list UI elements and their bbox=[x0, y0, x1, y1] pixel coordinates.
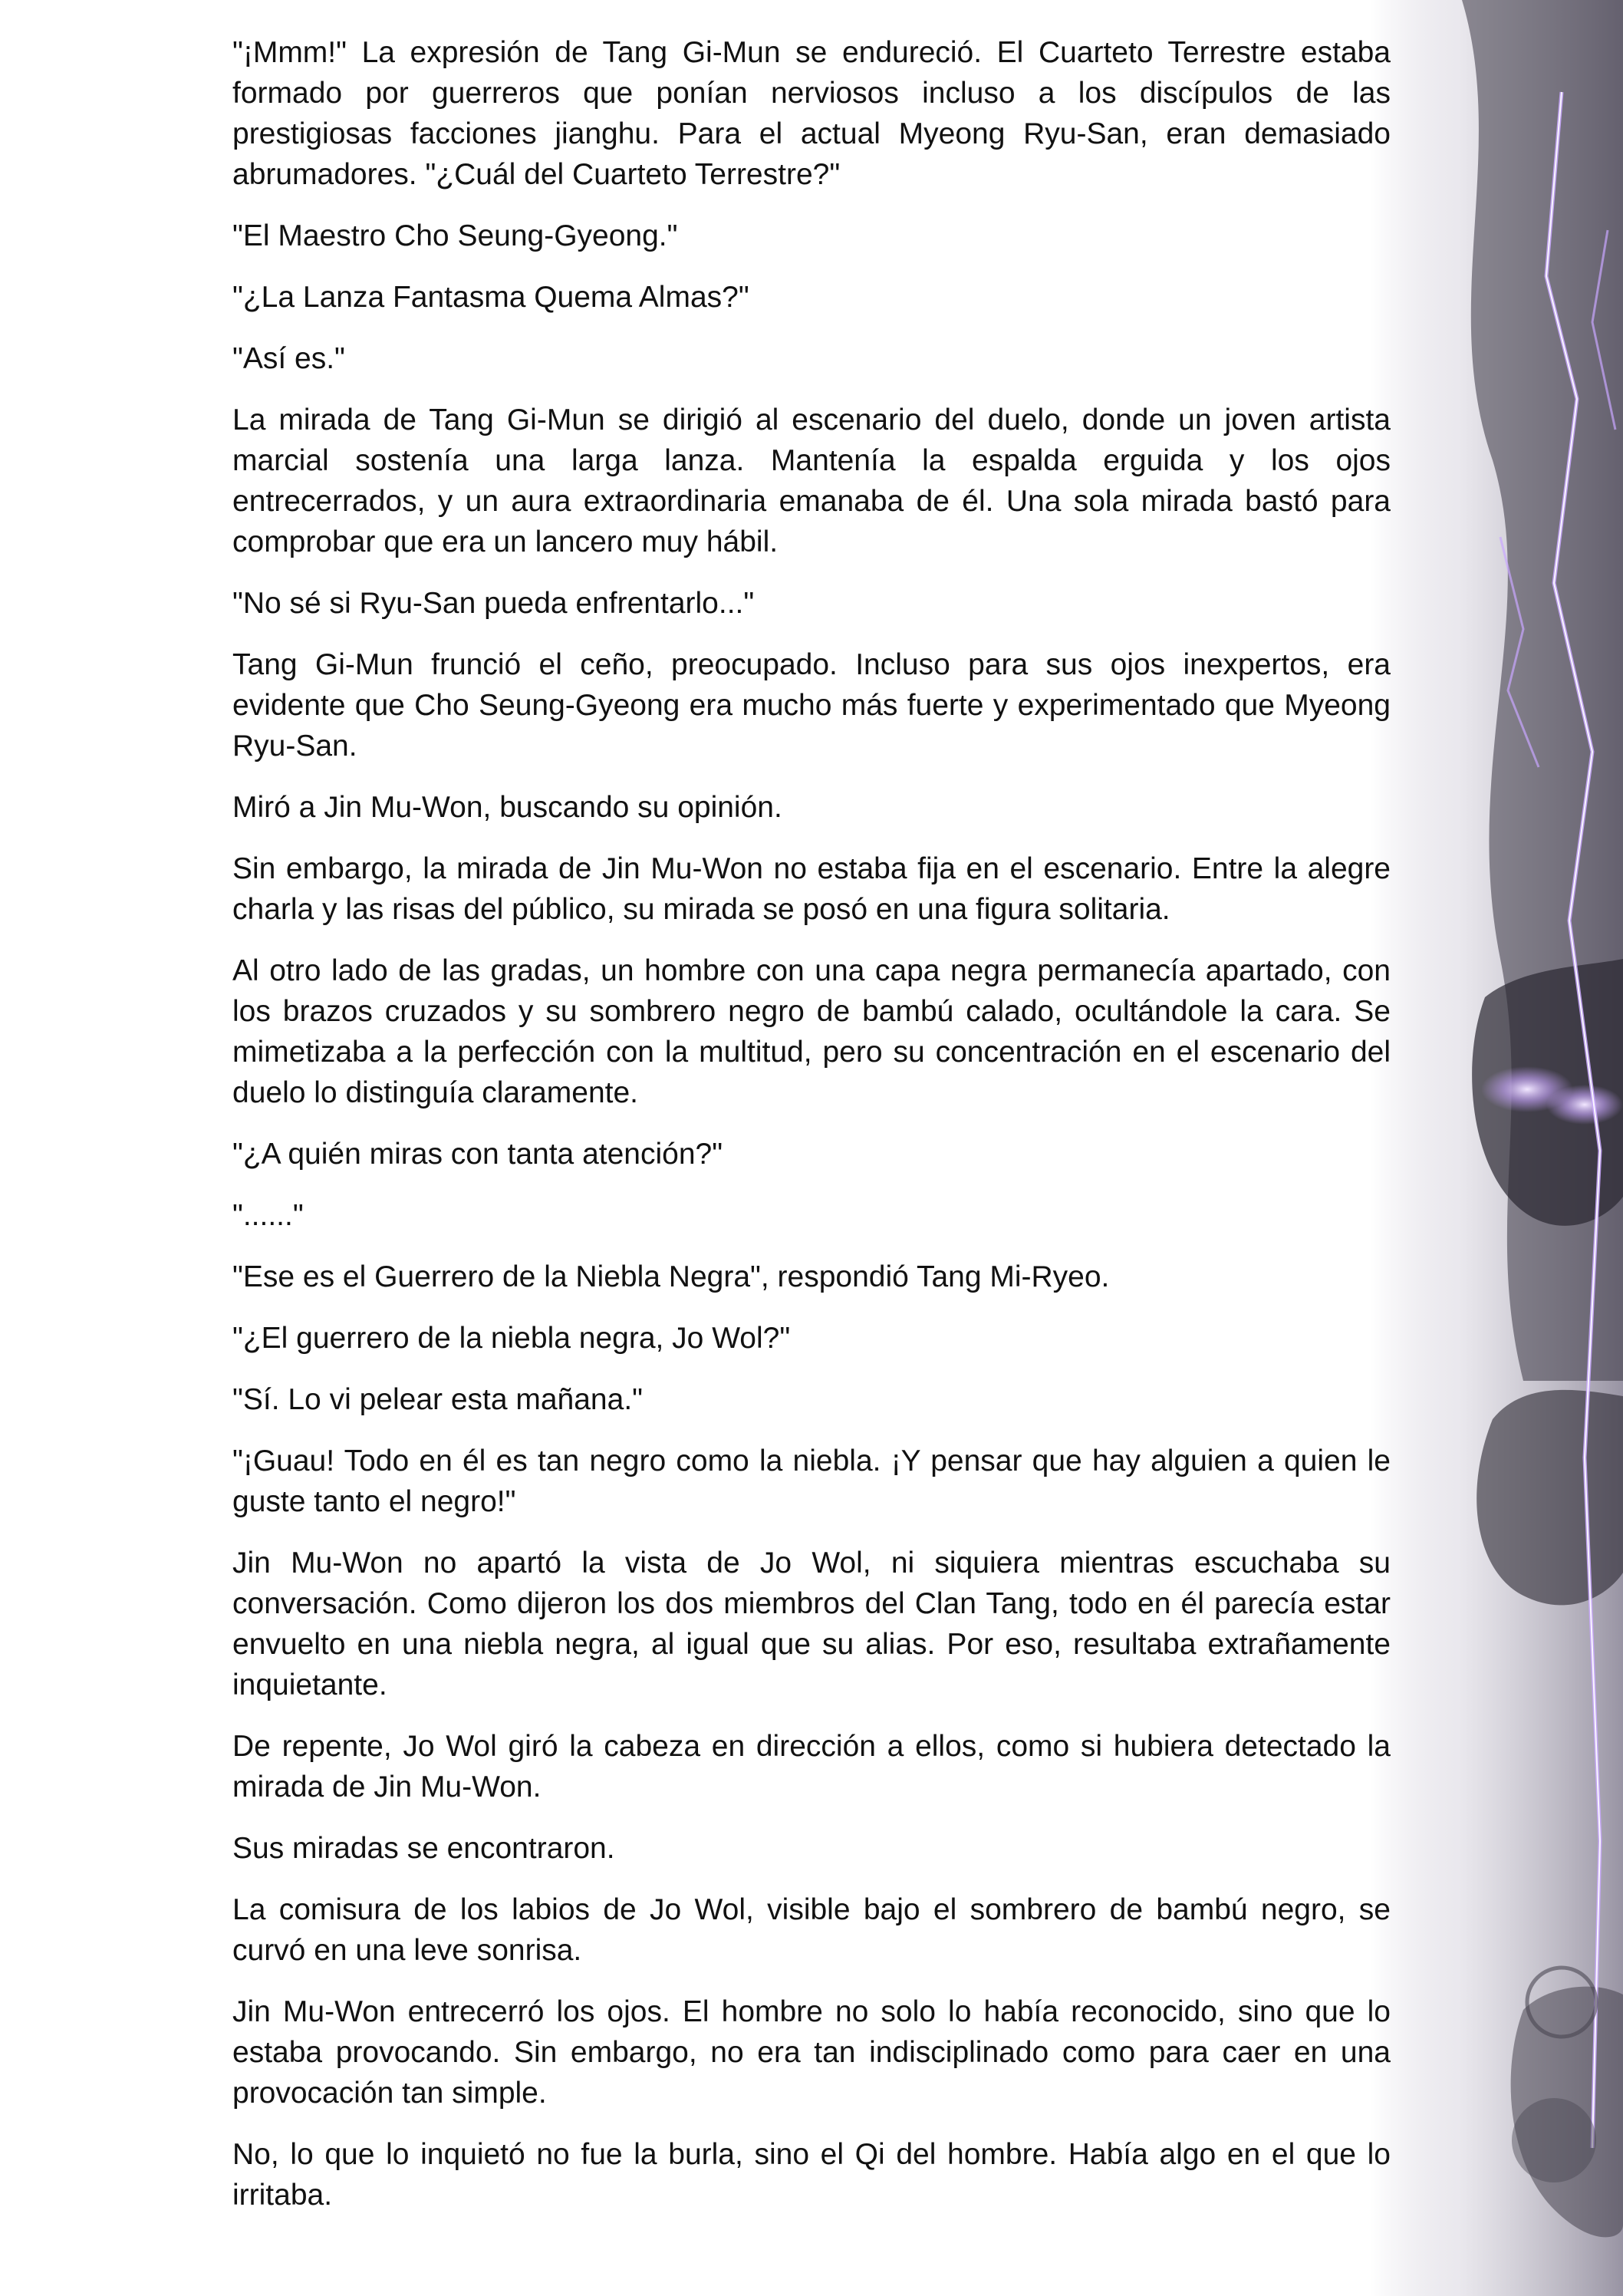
body-text bbox=[232, 32, 1391, 2236]
paragraph: Miró a Jin Mu-Won, buscando su opinión. bbox=[232, 791, 782, 824]
paragraph: "......" bbox=[232, 1199, 304, 1232]
side-artwork-illustration bbox=[1370, 0, 1623, 2296]
paragraph: "¡Guau! Todo en él es tan negro como la niebla. ¡Y pensar que hay alguien a quien le guste tanto el negro!" bbox=[232, 1444, 1391, 1518]
paragraph: "¡Mmm!" La expresión de Tang Gi-Mun se endureció. El Cuarteto Terrestre estaba formado por guerreros que ponían nerviosos incluso a los discípulos de las prestigiosas facciones jianghu. Para el actual Myeong Ryu-San, eran demasiado abrumadores. "¿Cuál del Cuarteto Terrestre?" bbox=[232, 36, 1391, 191]
paragraph: Jin Mu-Won no apartó la vista de Jo Wol, ni siquiera mientras escuchaba su conversación. Como dijeron los dos miembros del Clan Tang, todo en él parecía estar envuelto en una niebla negra, al igual que su alias. Por eso, resultaba extrañamente inquietante. bbox=[232, 1547, 1391, 1701]
paragraph: Sus miradas se encontraron. bbox=[232, 1832, 615, 1865]
paragraph: Sin embargo, la mirada de Jin Mu-Won no estaba fija en el escenario. Entre la alegre charla y las risas del público, su mirada se posó en una figura solitaria. bbox=[232, 852, 1391, 926]
paragraph: La mirada de Tang Gi-Mun se dirigió al escenario del duelo, donde un joven artista marcial sostenía una larga lanza. Mantenía la espalda erguida y los ojos entrecerrados, y un aura extraordinaria emanaba de él. Una sola mirada bastó para comprobar que era un lancero muy hábil. bbox=[232, 404, 1391, 558]
paragraph: "El Maestro Cho Seung-Gyeong." bbox=[232, 219, 678, 252]
paragraph: "Sí. Lo vi pelear esta mañana." bbox=[232, 1383, 643, 1416]
paragraph: Tang Gi-Mun frunció el ceño, preocupado. Incluso para sus ojos inexpertos, era evidente que Cho Seung-Gyeong era mucho más fuerte y experimentado que Myeong Ryu-San. bbox=[232, 648, 1391, 763]
paragraph: "No sé si Ryu-San pueda enfrentarlo..." bbox=[232, 587, 755, 620]
paragraph: La comisura de los labios de Jo Wol, visible bajo el sombrero de bambú negro, se curvó en una leve sonrisa. bbox=[232, 1893, 1391, 1967]
paragraph: "¿A quién miras con tanta atención?" bbox=[232, 1138, 723, 1171]
paragraph: De repente, Jo Wol giró la cabeza en dirección a ellos, como si hubiera detectado la mirada de Jin Mu-Won. bbox=[232, 1730, 1391, 1804]
paragraph: "Así es." bbox=[232, 342, 345, 375]
paragraph: No, lo que lo inquietó no fue la burla, sino el Qi del hombre. Había algo en el que lo irritaba. bbox=[232, 2138, 1391, 2212]
paragraph: Jin Mu-Won entrecerró los ojos. El hombre no solo lo había reconocido, sino que lo estaba provocando. Sin embargo, no era tan indisciplinado como para caer en una provocación tan simple. bbox=[232, 1995, 1391, 2110]
paragraph: "¿La Lanza Fantasma Quema Almas?" bbox=[232, 281, 749, 314]
paragraph: "¿El guerrero de la niebla negra, Jo Wol?" bbox=[232, 1322, 791, 1355]
paragraph: "Ese es el Guerrero de la Niebla Negra", respondió Tang Mi-Ryeo. bbox=[232, 1260, 1110, 1293]
paragraph: Al otro lado de las gradas, un hombre con una capa negra permanecía apartado, con los brazos cruzados y su sombrero negro de bambú calado, ocultándole la cara. Se mimetizaba a la perfección con la multitud, pero su concentración en el escenario del duelo lo distinguía claramente. bbox=[232, 954, 1391, 1109]
